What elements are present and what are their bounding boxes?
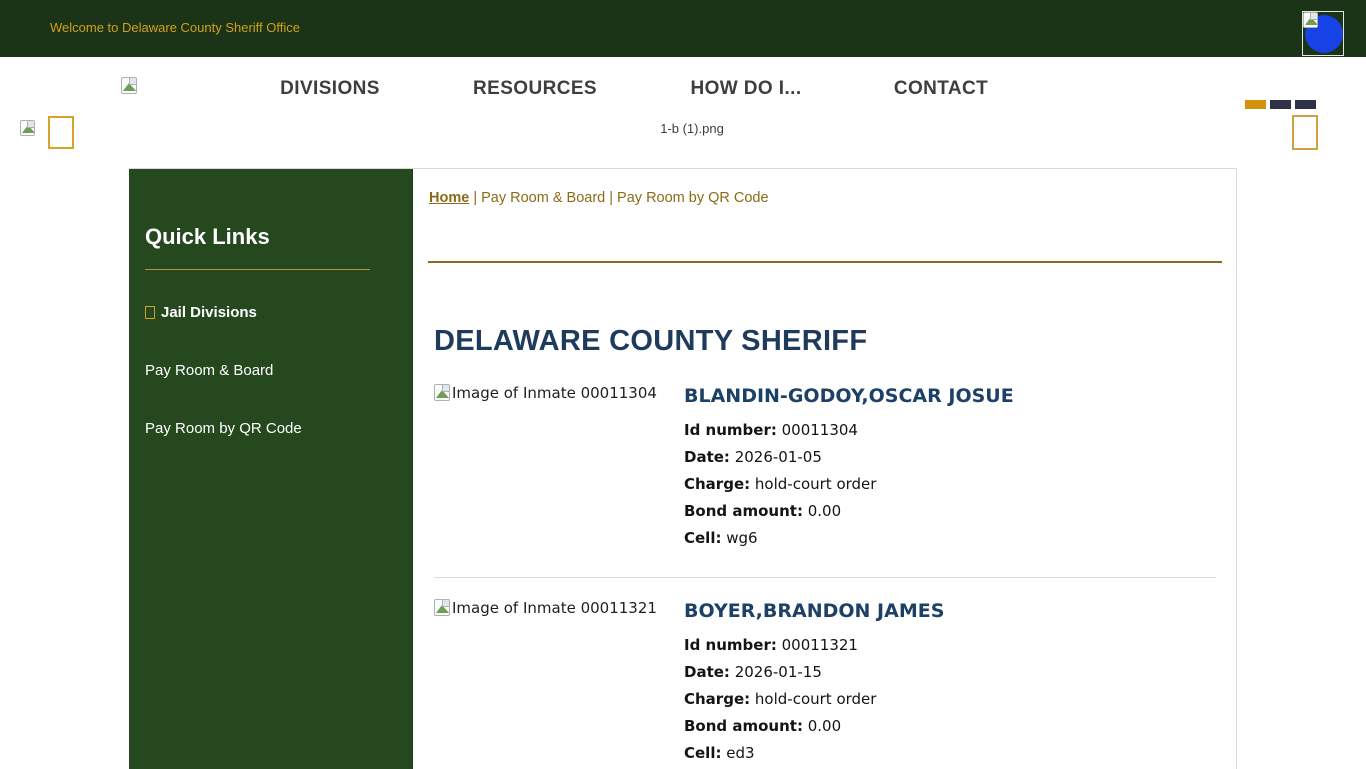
inmate-date-line <box>684 659 1216 686</box>
broken-image-icon <box>434 599 450 616</box>
id-value: 00011304 <box>781 421 858 439</box>
sidebar-item-pay-room-board[interactable]: Pay Room & Board <box>145 362 274 379</box>
inmate-charge-line <box>684 471 1216 498</box>
bond-value: 0.00 <box>807 717 842 735</box>
date-label: Date: <box>684 663 730 681</box>
inmate-details <box>684 599 1216 767</box>
inmate-details <box>684 384 1216 552</box>
inmate-cell-line <box>684 740 1216 767</box>
inmate-name: BLANDIN-GODOY,OSCAR JOSUE <box>684 385 1014 407</box>
charge-label: Charge: <box>684 690 751 708</box>
quick-links-divider <box>145 269 370 270</box>
inmate-record <box>434 599 1216 767</box>
charge-label: Charge: <box>684 475 751 493</box>
breadcrumb-trail: | Pay Room & Board | Pay Room by QR Code <box>469 190 769 206</box>
inmate-date-line <box>684 444 1216 471</box>
charge-value: hold-court order <box>754 475 877 493</box>
nav-item-how-do-i[interactable]: HOW DO I... <box>690 78 802 99</box>
date-label: Date: <box>684 448 730 466</box>
inmate-id-line <box>684 632 1216 659</box>
menu-toggle-bar-gold[interactable] <box>1245 100 1266 109</box>
cell-label: Cell: <box>684 529 722 547</box>
bond-label: Bond amount: <box>684 502 803 520</box>
edge-broken-image-icon <box>20 120 35 136</box>
accessibility-widget-button[interactable] <box>1302 11 1344 56</box>
inmate-charge-line <box>684 686 1216 713</box>
nav-item-resources[interactable]: RESOURCES <box>473 78 597 99</box>
welcome-text: Welcome to Delaware County Sheriff Office <box>50 20 301 35</box>
missing-glyph-icon <box>145 306 155 319</box>
main-panel <box>413 169 1237 769</box>
cell-label: Cell: <box>684 744 722 762</box>
id-label: Id number: <box>684 421 777 439</box>
menu-toggle-bar-navy2[interactable] <box>1295 100 1316 109</box>
bond-value: 0.00 <box>807 502 842 520</box>
inmate-photo-alt-text: Image of Inmate 00011304 <box>452 384 657 402</box>
cell-value: ed3 <box>726 744 755 762</box>
inmate-photo-alt-text: Image of Inmate 00011321 <box>452 599 657 617</box>
inmate-id-line <box>684 417 1216 444</box>
breadcrumb-home-link[interactable]: Home <box>429 190 470 206</box>
nav-item-contact[interactable]: CONTACT <box>893 78 989 99</box>
charge-value: hold-court order <box>754 690 877 708</box>
content-frame <box>129 168 1237 768</box>
sidebar-item-pay-room-qr[interactable]: Pay Room by QR Code <box>145 420 302 437</box>
menu-toggle-bar-navy1[interactable] <box>1270 100 1291 109</box>
quick-links-title: Quick Links <box>145 224 270 249</box>
inmate-cell-line <box>684 525 1216 552</box>
record-divider <box>434 577 1216 578</box>
date-value: 2026-01-05 <box>734 448 822 466</box>
nav-item-divisions[interactable]: DIVISIONS <box>280 78 380 99</box>
id-value: 00011321 <box>781 636 858 654</box>
inmate-bond-line <box>684 713 1216 740</box>
missing-glyph-box-right[interactable] <box>1292 115 1318 150</box>
inmate-record <box>434 384 1216 552</box>
page-title: DELAWARE COUNTY SHERIFF <box>434 325 868 357</box>
inmate-photo-broken <box>434 384 684 402</box>
cell-value: wg6 <box>726 529 758 547</box>
breadcrumb-divider <box>428 261 1222 263</box>
quick-links-sidebar <box>129 169 413 769</box>
site-logo-broken-image-icon[interactable] <box>121 77 137 94</box>
date-value: 2026-01-15 <box>734 663 822 681</box>
bond-label: Bond amount: <box>684 717 803 735</box>
sidebar-item-label: Jail Divisions <box>161 304 257 321</box>
inmate-name: BOYER,BRANDON JAMES <box>684 600 945 622</box>
broken-image-icon <box>1303 12 1318 28</box>
sidebar-item-jail-divisions[interactable] <box>145 304 257 321</box>
missing-glyph-box-left <box>48 116 74 149</box>
top-bar <box>0 0 1366 57</box>
id-label: Id number: <box>684 636 777 654</box>
broken-image-icon <box>434 384 450 401</box>
broken-banner-filename: 1-b (1).png <box>660 121 724 136</box>
inmate-bond-line <box>684 498 1216 525</box>
inmate-photo-broken <box>434 599 684 617</box>
breadcrumb <box>429 190 769 206</box>
